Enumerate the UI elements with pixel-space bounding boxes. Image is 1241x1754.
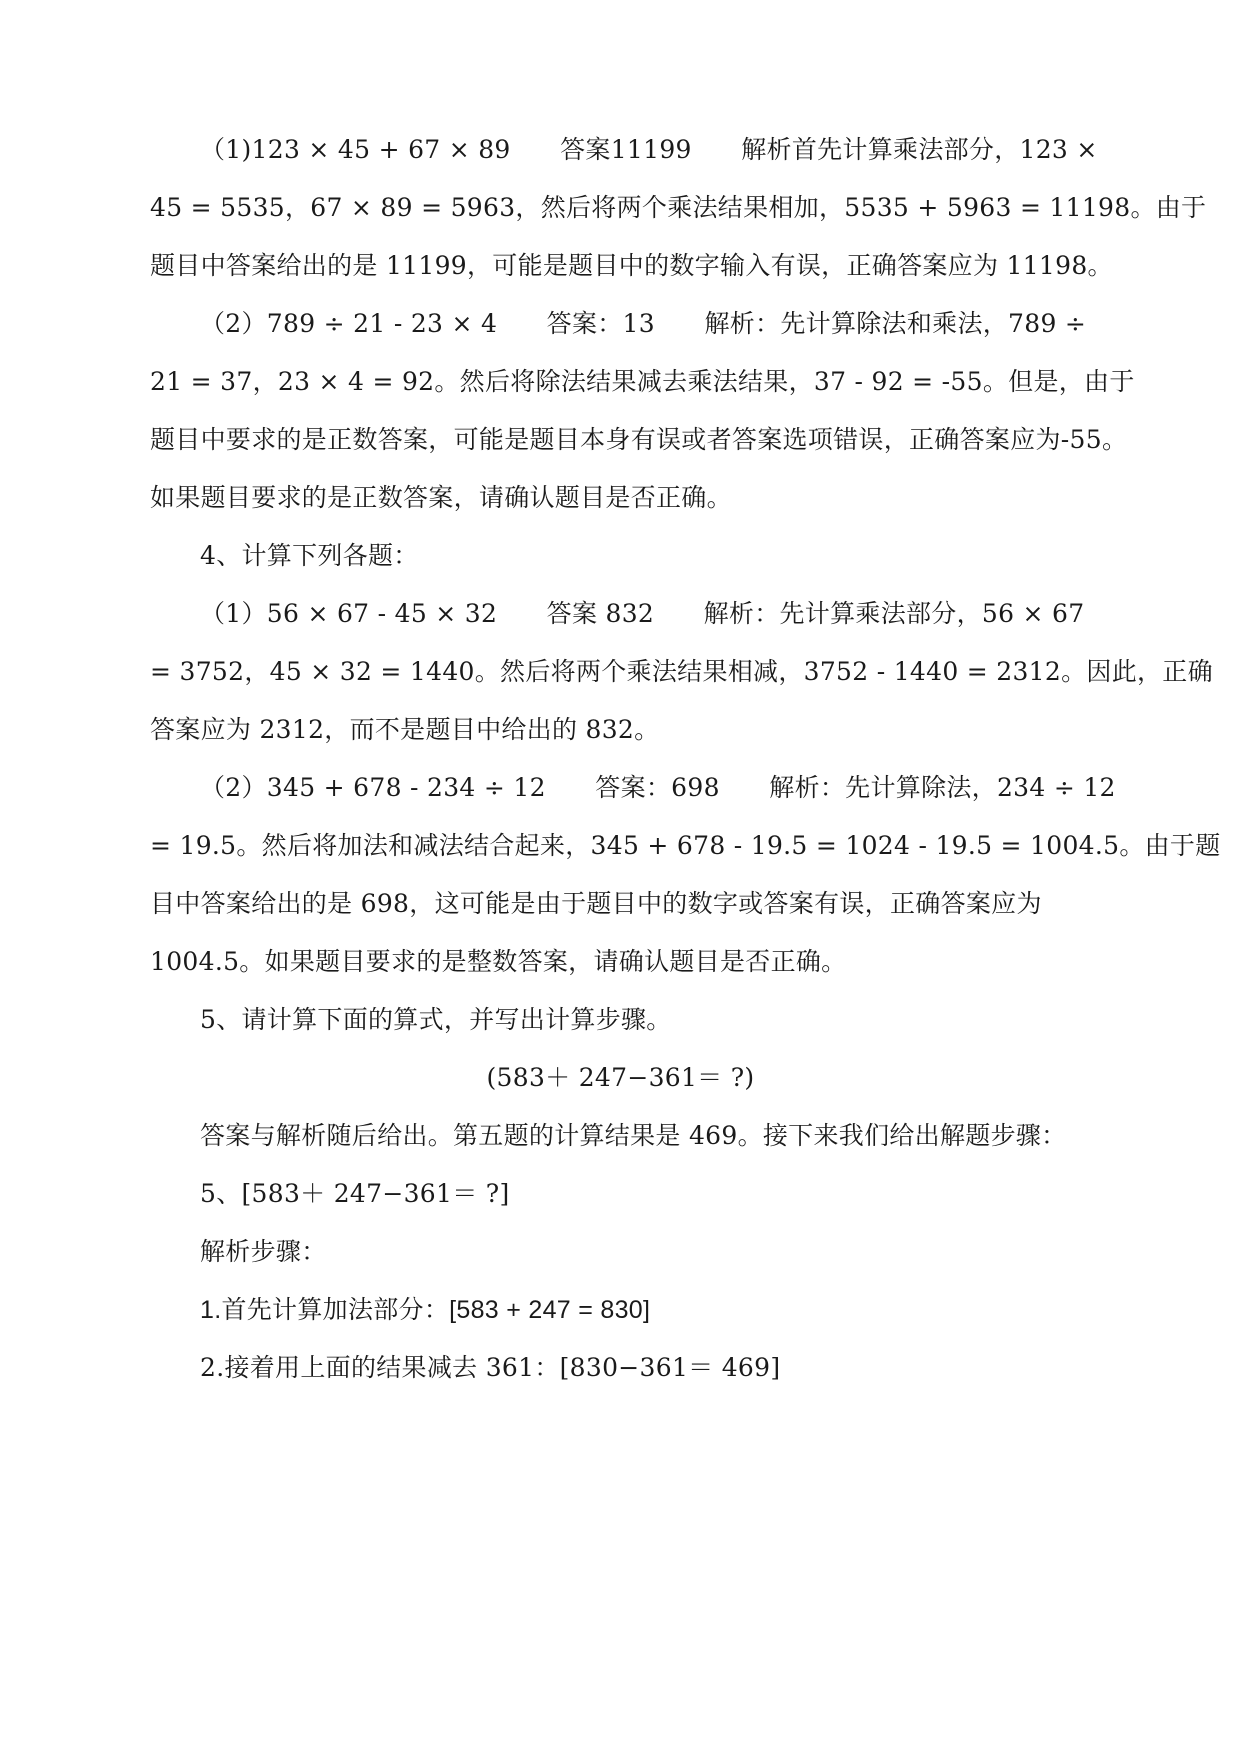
q3-2-line-1: （2）789 ÷ 21 - 23 × 4 答案：13 解析：先计算除法和乘法，789 ÷ xyxy=(200,309,1087,338)
q4-2-line-2: = 19.5。然后将加法和减法结合起来，345 + 678 - 19.5 = 1024 - 19.5 = 1004.5。由于题 xyxy=(150,831,1221,860)
q3-2-line-3: 题目中要求的是正数答案，可能是题目本身有误或者答案选项错误，正确答案应为-55。 xyxy=(150,425,1128,454)
q5-answer-intro: 答案与解析随后给出。第五题的计算结果是 469。接下来我们给出解题步骤： xyxy=(200,1121,1067,1150)
section-5-heading: 5、请计算下面的算式，并写出计算步骤。 xyxy=(200,1005,672,1034)
q3-2-line-2: 21 = 37，23 × 4 = 92。然后将除法结果减去乘法结果，37 - 92 = -55。但是，由于 xyxy=(150,367,1135,396)
q4-1-line-1: （1）56 × 67 - 45 × 32 答案 832 解析：先计算乘法部分，56 × 67 xyxy=(200,599,1085,628)
q5-restated: 5、[583＋ 247−361＝ ?] xyxy=(200,1179,510,1208)
q3-2-line-4: 如果题目要求的是正数答案，请确认题目是否正确。 xyxy=(150,483,732,512)
q4-2-line-3: 目中答案给出的是 698，这可能是由于题目中的数字或答案有误，正确答案应为 xyxy=(150,889,1042,918)
q3-1-line-1: （1)123 × 45 + 67 × 89 答案11199 解析首先计算乘法部分，123 × xyxy=(200,135,1098,164)
q3-1-line-2: 45 = 5535，67 × 89 = 5963，然后将两个乘法结果相加，5535 + 5963 = 11198。由于 xyxy=(150,193,1207,222)
q4-2-line-1: （2）345 + 678 - 234 ÷ 12 答案：698 解析：先计算除法，234 ÷ 12 xyxy=(200,773,1116,802)
step-2: 2.接着用上面的结果减去 361：[830−361＝ 469] xyxy=(200,1353,781,1382)
step-1: 1.首先计算加法部分：[583 + 247 = 830] xyxy=(200,1296,651,1324)
q3-1-line-3: 题目中答案给出的是 11199，可能是题目中的数字输入有误，正确答案应为 11198。 xyxy=(150,251,1113,280)
q4-2-line-4: 1004.5。如果题目要求的是整数答案，请确认题目是否正确。 xyxy=(150,947,847,976)
q4-1-line-3: 答案应为 2312，而不是题目中给出的 832。 xyxy=(150,715,660,744)
section-4-heading: 4、计算下列各题： xyxy=(200,541,419,570)
q5-expression: (583＋ 247−361＝ ?) xyxy=(486,1063,755,1092)
q4-1-line-2: = 3752，45 × 32 = 1440。然后将两个乘法结果相减，3752 - 1440 = 2312。因此，正确 xyxy=(150,657,1213,686)
steps-heading: 解析步骤： xyxy=(200,1237,327,1266)
